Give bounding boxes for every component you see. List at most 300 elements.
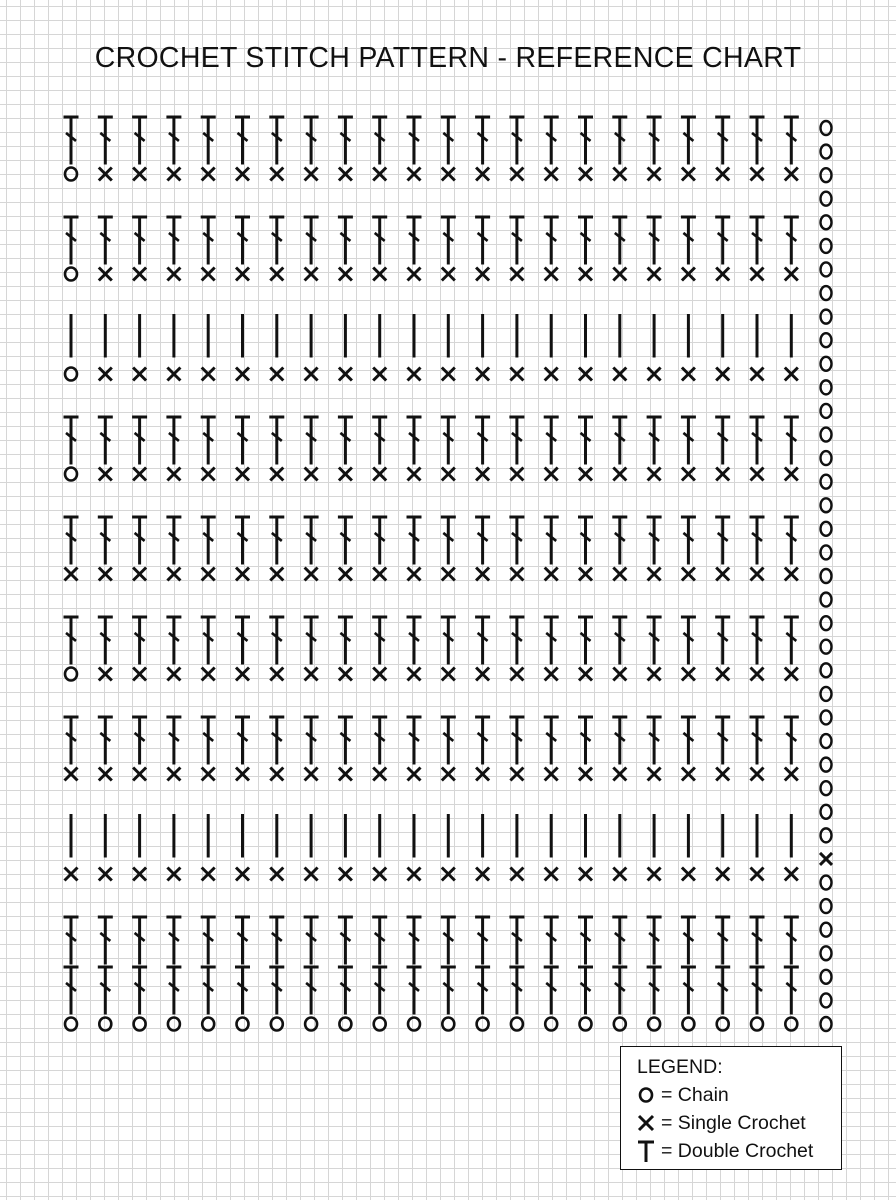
turning-chain-column [820,121,832,1031]
double-crochet-stitch [269,117,284,165]
single-crochet-stitch [613,268,626,281]
chain-stitch [580,1018,592,1031]
double-crochet-stitch [372,617,387,665]
single-crochet-stitch [579,568,592,581]
double-crochet-stitch [784,217,799,265]
chain-turning-stitch [821,286,832,300]
double-crochet-stitch [475,717,490,765]
single-crochet-stitch [510,568,523,581]
single-crochet-stitch [579,468,592,481]
chain-turning-stitch [821,145,832,159]
single-crochet-stitch [545,468,558,481]
double-crochet-stitch [407,717,422,765]
single-crochet-stitch [236,268,249,281]
chain-turning-stitch [821,616,832,630]
double-crochet-stitch [750,517,765,565]
double-crochet-stitch [132,967,147,1015]
double-crochet-stitch [647,417,662,465]
single-crochet-stitch [716,468,729,481]
double-crochet-stitch [338,717,353,765]
single-crochet-stitch [476,668,489,681]
single-crochet-stitch [373,268,386,281]
single-crochet-stitch [408,168,421,181]
chain-turning-stitch [821,192,832,206]
double-crochet-stitch [132,517,147,565]
double-crochet-stitch [441,967,456,1015]
double-crochet-stitch [544,917,559,965]
double-crochet-stitch [304,717,319,765]
double-crochet-stitch [509,967,524,1015]
double-crochet-stitch [647,917,662,965]
double-crochet-stitch [509,117,524,165]
single-crochet-stitch [751,568,764,581]
single-crochet-stitch [305,468,318,481]
chain-stitch [65,468,77,481]
single-crochet-stitch [442,668,455,681]
single-crochet-stitch [236,168,249,181]
chain-turning-stitch [821,640,832,654]
double-crochet-stitch [132,617,147,665]
double-crochet-stitch [166,217,181,265]
single-crochet-stitch [579,668,592,681]
single-crochet-stitch [510,168,523,181]
double-crochet-stitch [578,517,593,565]
double-crochet-stitch [509,917,524,965]
chain-stitch [374,1018,386,1031]
single-crochet-stitch [648,268,661,281]
single-crochet-stitch [716,868,729,881]
double-crochet-stitch [132,917,147,965]
double-crochet-stitch [132,417,147,465]
single-crochet-stitch [545,268,558,281]
double-crochet-stitch [750,967,765,1015]
legend-label-single-crochet: = Single Crochet [661,1112,806,1134]
chain-stitch [339,1018,351,1031]
double-crochet-stitch [338,417,353,465]
double-crochet-stitch [715,917,730,965]
double-crochet-stitch [98,967,113,1015]
single-crochet-stitch [133,468,146,481]
double-crochet-stitch [441,917,456,965]
double-crochet-stitch [166,617,181,665]
single-crochet-stitch [202,468,215,481]
single-crochet-stitch [442,368,455,381]
single-crochet-stitch [476,868,489,881]
double-crochet-stitch [235,217,250,265]
single-crochet-stitch [167,568,180,581]
double-crochet-stitch [612,967,627,1015]
stitch-layer [64,117,799,1031]
double-crochet-stitch [475,117,490,165]
single-crochet-stitch [785,468,798,481]
single-crochet-stitch [65,868,78,881]
single-crochet-stitch [305,268,318,281]
single-crochet-stitch [442,268,455,281]
single-crochet-stitch [236,768,249,781]
double-crochet-stitch [269,517,284,565]
double-crochet-stitch [784,517,799,565]
single-crochet-stitch [270,268,283,281]
double-crochet-stitch [235,917,250,965]
double-crochet-stitch [166,717,181,765]
double-crochet-stitch [612,517,627,565]
double-crochet-stitch [475,617,490,665]
single-crochet-stitch [510,268,523,281]
single-crochet-stitch [751,668,764,681]
double-crochet-stitch [201,917,216,965]
single-crochet-stitch [579,768,592,781]
double-crochet-stitch [372,117,387,165]
double-crochet-stitch [544,117,559,165]
double-crochet-stitch [98,617,113,665]
single-crochet-stitch [236,468,249,481]
double-crochet-stitch [509,217,524,265]
double-crochet-stitch [64,617,79,665]
single-crochet-stitch [99,868,112,881]
single-crochet-stitch [442,768,455,781]
double-crochet-stitch [578,217,593,265]
double-crochet-stitch [612,417,627,465]
double-crochet-stitch [544,417,559,465]
double-crochet-stitch [578,917,593,965]
double-crochet-stitch [578,717,593,765]
double-crochet-stitch [544,617,559,665]
legend-item-double-crochet [635,1137,841,1165]
single-crochet-stitch [408,568,421,581]
single-crochet-stitch [648,668,661,681]
double-crochet-stitch [612,117,627,165]
single-crochet-stitch [682,268,695,281]
chain-stitch [614,1018,626,1031]
single-crochet-stitch [648,868,661,881]
single-crochet-stitch [167,468,180,481]
single-crochet-stitch [648,368,661,381]
double-crochet-stitch [98,417,113,465]
double-crochet-stitch [441,217,456,265]
single-crochet-stitch [476,168,489,181]
double-crochet-stitch [338,967,353,1015]
chain-turning-stitch [821,758,832,772]
single-crochet-stitch [682,868,695,881]
chain-turning-stitch [821,215,832,229]
double-crochet-stitch [475,917,490,965]
single-crochet-stitch [579,868,592,881]
single-crochet-stitch [545,768,558,781]
legend-item-chain [635,1081,841,1109]
double-crochet-stitch [64,967,79,1015]
chain-stitch [271,1018,283,1031]
single-crochet-stitch [236,368,249,381]
double-crochet-stitch [132,217,147,265]
double-crochet-stitch [235,517,250,565]
single-crochet-stitch [648,468,661,481]
double-crochet-stitch [338,217,353,265]
double-crochet-stitch [784,617,799,665]
double-crochet-stitch [784,417,799,465]
single-crochet-stitch [133,868,146,881]
double-crochet-stitch [269,917,284,965]
legend-title: LEGEND: [637,1056,723,1078]
chain-stitch [408,1018,420,1031]
double-crochet-stitch [304,217,319,265]
single-crochet-stitch [373,168,386,181]
double-crochet-stitch [64,417,79,465]
double-crochet-stitch [750,617,765,665]
single-crochet-stitch [648,168,661,181]
single-crochet-stitch [613,368,626,381]
chain-turning-stitch [821,428,832,442]
single-crochet-stitch [785,868,798,881]
single-crochet-stitch [682,568,695,581]
single-crochet-stitch [373,868,386,881]
single-crochet-stitch [99,668,112,681]
single-crochet-stitch [408,768,421,781]
double-crochet-stitch [681,717,696,765]
chain-turning-stitch [821,1017,832,1031]
chain-turning-stitch [821,687,832,701]
chain-stitch [65,368,77,381]
double-crochet-stitch [201,967,216,1015]
double-crochet-stitch [166,917,181,965]
chain-stitch [134,1018,146,1031]
double-crochet-stitch [715,217,730,265]
chain-turning-stitch [821,593,832,607]
single-crochet-stitch [682,668,695,681]
single-crochet-stitch [579,268,592,281]
double-crochet-stitch [235,117,250,165]
chain-stitch [751,1018,763,1031]
single-crochet-stitch [785,568,798,581]
double-crochet-stitch [304,617,319,665]
double-crochet-stitch [715,517,730,565]
double-crochet-stitch [407,517,422,565]
double-crochet-stitch [304,417,319,465]
legend-item-single-crochet [635,1109,841,1137]
single-crochet-stitch [270,568,283,581]
double-crochet-stitch [441,117,456,165]
single-crochet-stitch [99,468,112,481]
single-crochet-stitch [476,568,489,581]
double-crochet-stitch [544,717,559,765]
chain-turning-stitch [821,899,832,913]
single-crochet-stitch [305,868,318,881]
chain-stitch [168,1018,180,1031]
single-crochet-stitch [270,368,283,381]
single-crochet-stitch [373,768,386,781]
double-crochet-stitch [715,117,730,165]
double-crochet-icon [635,1139,657,1163]
single-crochet-stitch [133,668,146,681]
single-crochet-stitch [751,268,764,281]
chain-turning-stitch [821,545,832,559]
double-crochet-stitch [612,717,627,765]
chain-turning-stitch [821,239,832,253]
single-crochet-stitch [65,568,78,581]
double-crochet-stitch [201,617,216,665]
chain-stitch [99,1018,111,1031]
double-crochet-stitch [647,967,662,1015]
double-crochet-stitch [647,217,662,265]
double-crochet-stitch [544,517,559,565]
single-crochet-stitch [133,168,146,181]
single-crochet-stitch [133,568,146,581]
chain-stitch [442,1018,454,1031]
single-crochet-icon [635,1111,657,1135]
single-crochet-stitch [510,668,523,681]
double-crochet-stitch [98,117,113,165]
double-crochet-stitch [509,417,524,465]
double-crochet-stitch [647,117,662,165]
chain-turning-stitch [821,475,832,489]
double-crochet-stitch [475,217,490,265]
double-crochet-stitch [578,417,593,465]
double-crochet-stitch [338,117,353,165]
double-crochet-stitch [201,217,216,265]
single-crochet-stitch [545,368,558,381]
double-crochet-stitch [441,517,456,565]
chain-turning-stitch [821,876,832,890]
single-crochet-turning-stitch [820,853,832,865]
double-crochet-stitch [681,967,696,1015]
chain-turning-stitch [821,357,832,371]
double-crochet-stitch [407,217,422,265]
double-crochet-stitch [98,917,113,965]
double-crochet-stitch [235,717,250,765]
single-crochet-stitch [408,668,421,681]
double-crochet-stitch [407,617,422,665]
chain-stitch [717,1018,729,1031]
single-crochet-stitch [99,768,112,781]
chain-turning-stitch [821,380,832,394]
double-crochet-stitch [64,717,79,765]
single-crochet-stitch [442,468,455,481]
double-crochet-stitch [166,117,181,165]
chain-stitch [202,1018,214,1031]
chain-stitch [65,168,77,181]
double-crochet-stitch [372,967,387,1015]
single-crochet-stitch [65,768,78,781]
double-crochet-stitch [715,717,730,765]
double-crochet-stitch [269,217,284,265]
double-crochet-stitch [338,917,353,965]
single-crochet-stitch [270,468,283,481]
single-crochet-stitch [510,468,523,481]
single-crochet-stitch [510,868,523,881]
single-crochet-stitch [305,568,318,581]
double-crochet-stitch [201,417,216,465]
double-crochet-stitch [201,117,216,165]
double-crochet-stitch [64,217,79,265]
single-crochet-stitch [751,168,764,181]
double-crochet-stitch [715,417,730,465]
double-crochet-stitch [166,967,181,1015]
double-crochet-stitch [784,917,799,965]
single-crochet-stitch [202,268,215,281]
single-crochet-stitch [751,468,764,481]
single-crochet-stitch [270,668,283,681]
chain-stitch [648,1018,660,1031]
double-crochet-stitch [235,617,250,665]
single-crochet-stitch [373,368,386,381]
single-crochet-stitch [476,468,489,481]
single-crochet-stitch [613,768,626,781]
single-crochet-stitch [167,368,180,381]
single-crochet-stitch [785,168,798,181]
double-crochet-stitch [372,717,387,765]
double-crochet-stitch [98,217,113,265]
single-crochet-stitch [99,368,112,381]
chain-turning-stitch [821,262,832,276]
single-crochet-stitch [99,168,112,181]
single-crochet-stitch [202,768,215,781]
double-crochet-stitch [509,617,524,665]
single-crochet-stitch [476,368,489,381]
double-crochet-stitch [407,117,422,165]
single-crochet-stitch [167,868,180,881]
single-crochet-stitch [133,768,146,781]
double-crochet-stitch [166,517,181,565]
single-crochet-stitch [373,568,386,581]
double-crochet-stitch [338,617,353,665]
double-crochet-stitch [269,417,284,465]
double-crochet-stitch [441,417,456,465]
single-crochet-stitch [785,368,798,381]
double-crochet-stitch [407,967,422,1015]
double-crochet-stitch [681,917,696,965]
double-crochet-stitch [304,517,319,565]
legend-box [620,1046,842,1170]
chain-turning-stitch [821,734,832,748]
double-crochet-stitch [647,717,662,765]
single-crochet-stitch [716,168,729,181]
single-crochet-stitch [270,168,283,181]
single-crochet-stitch [751,368,764,381]
single-crochet-stitch [545,568,558,581]
double-crochet-stitch [681,117,696,165]
single-crochet-stitch [339,468,352,481]
single-crochet-stitch [785,768,798,781]
single-crochet-stitch [270,868,283,881]
single-crochet-stitch [305,368,318,381]
single-crochet-stitch [751,868,764,881]
double-crochet-stitch [681,217,696,265]
double-crochet-stitch [98,517,113,565]
single-crochet-stitch [202,568,215,581]
double-crochet-stitch [132,117,147,165]
double-crochet-stitch [647,617,662,665]
double-crochet-stitch [681,617,696,665]
single-crochet-stitch [202,168,215,181]
single-crochet-stitch [785,268,798,281]
double-crochet-stitch [475,517,490,565]
single-crochet-stitch [716,268,729,281]
double-crochet-stitch [304,917,319,965]
double-crochet-stitch [269,617,284,665]
chain-stitch [65,668,77,681]
double-crochet-stitch [475,417,490,465]
double-crochet-stitch [475,967,490,1015]
single-crochet-stitch [339,868,352,881]
chain-icon [635,1083,657,1107]
single-crochet-stitch [682,768,695,781]
single-crochet-stitch [339,268,352,281]
legend-label-chain: = Chain [661,1084,729,1106]
chart-title: CROCHET STITCH PATTERN - REFERENCE CHART [94,42,802,74]
chain-turning-stitch [821,333,832,347]
single-crochet-stitch [716,368,729,381]
single-crochet-stitch [202,368,215,381]
single-crochet-stitch [613,668,626,681]
